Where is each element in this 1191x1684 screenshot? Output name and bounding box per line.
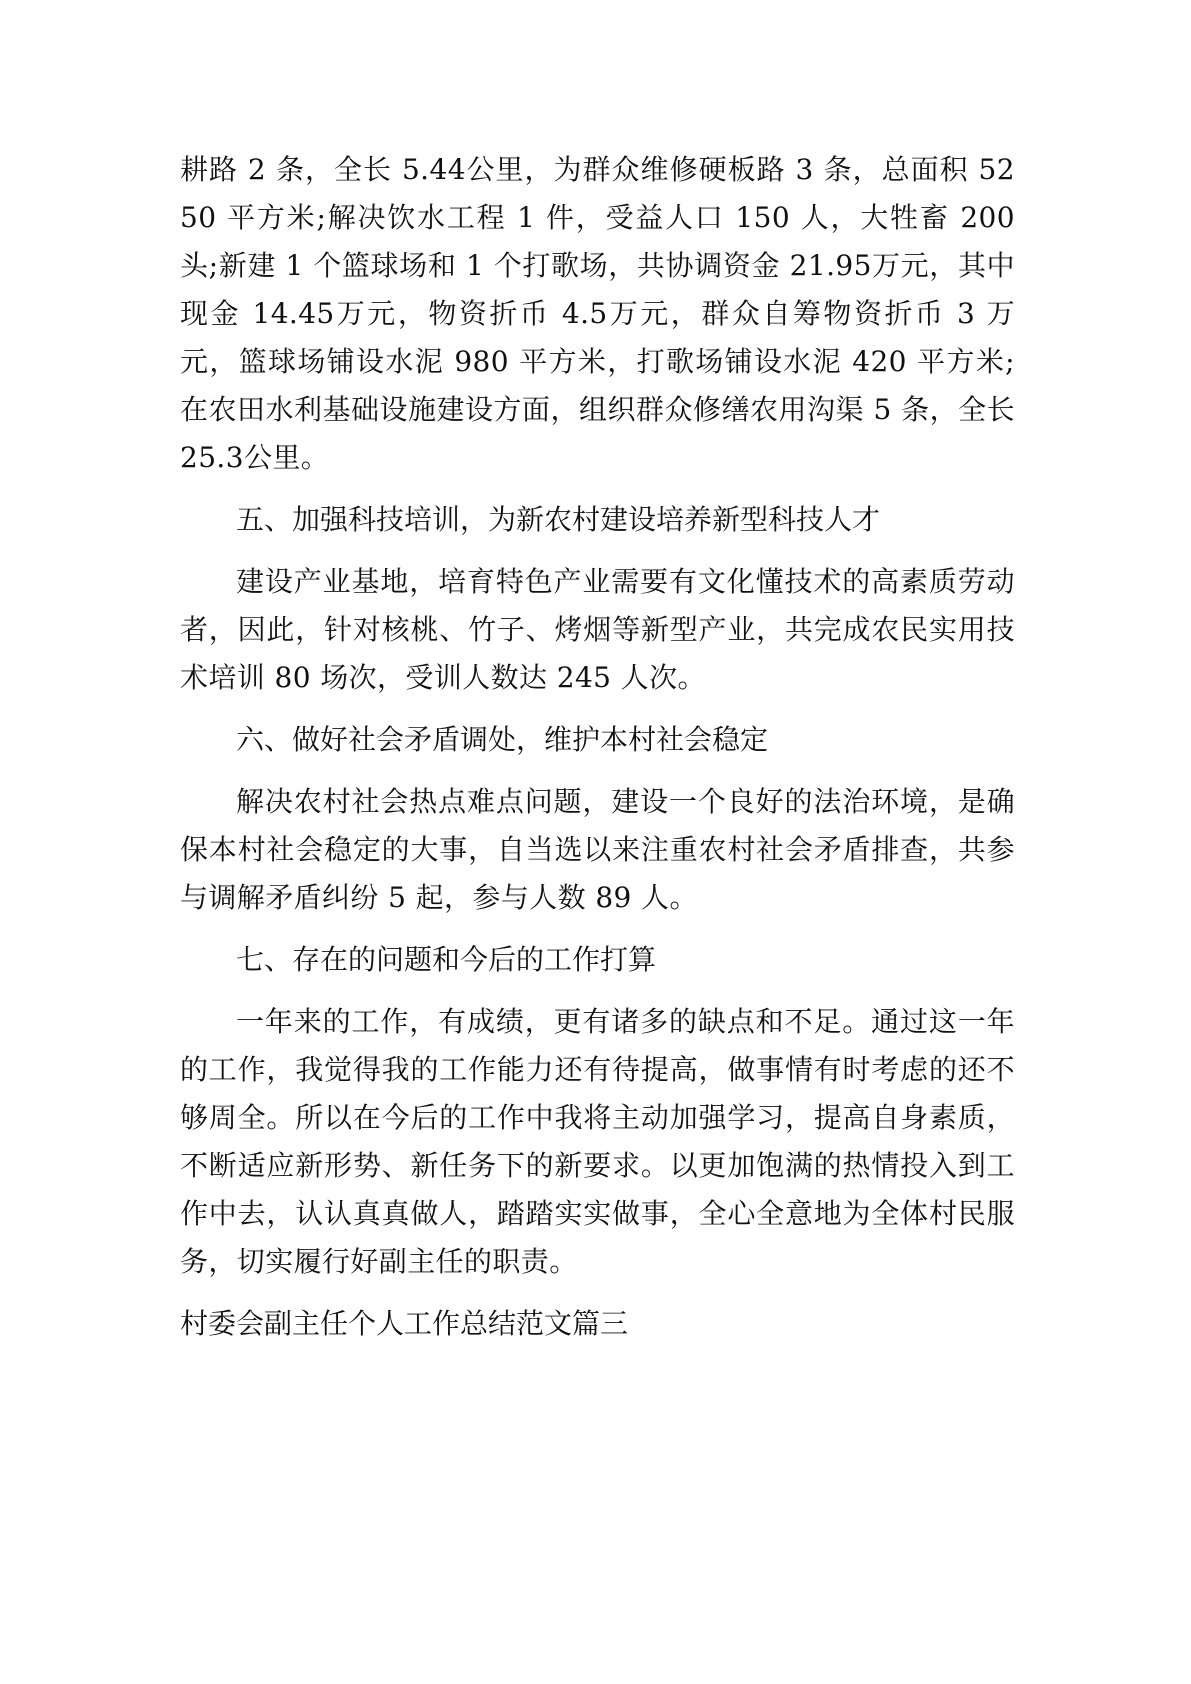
heading-section-six: 六、做好社会矛盾调处，维护本村社会稳定 xyxy=(236,723,769,756)
document-body xyxy=(180,146,1015,1348)
heading-section-seven: 七、存在的问题和今后的工作打算 xyxy=(236,943,657,976)
heading-section-five: 五、加强科技培训，为新农村建设培养新型科技人才 xyxy=(236,503,881,536)
next-article-title: 村委会副主任个人工作总结范文篇三 xyxy=(180,1307,629,1340)
paragraph-infrastructure: 耕路 2 条，全长 5.44公里，为群众维修硬板路 3 条，总面积 5250 平方米;解决饮水工程 1 件，受益人口 150 人，大牲畜 200 头;新建 1 个篮球场和 1 个打歌场，共协调资金 21.95万元，其中现金 14.45万元，物资折币 4.5万元，群众自筹物资折币 3 万元，篮球场铺设水泥 980 平方米，打歌场铺设水泥 420 平方米;在农田水利基础设施建设方面，组织群众修缮农用沟渠 5 条，全长 25.3公里。 xyxy=(180,153,1015,474)
paragraph-social-stability: 解决农村社会热点难点问题，建设一个良好的法治环境，是确保本村社会稳定的大事，自当选以来注重农村社会矛盾排查，共参与调解矛盾纠纷 5 起，参与人数 89 人。 xyxy=(180,785,1015,914)
paragraph-tech-training: 建设产业基地，培育特色产业需要有文化懂技术的高素质劳动者，因此，针对核桃、竹子、烤烟等新型产业，共完成农民实用技术培训 80 场次，受训人数达 245 人次。 xyxy=(180,565,1015,694)
paragraph-problems-plans: 一年来的工作，有成绩，更有诸多的缺点和不足。通过这一年的工作，我觉得我的工作能力还有待提高，做事情有时考虑的还不够周全。所以在今后的工作中我将主动加强学习，提高自身素质，不断适应新形势、新任务下的新要求。以更加饱满的热情投入到工作中去，认认真真做人，踏踏实实做事，全心全意地为全体村民服务，切实履行好副主任的职责。 xyxy=(180,1005,1015,1278)
